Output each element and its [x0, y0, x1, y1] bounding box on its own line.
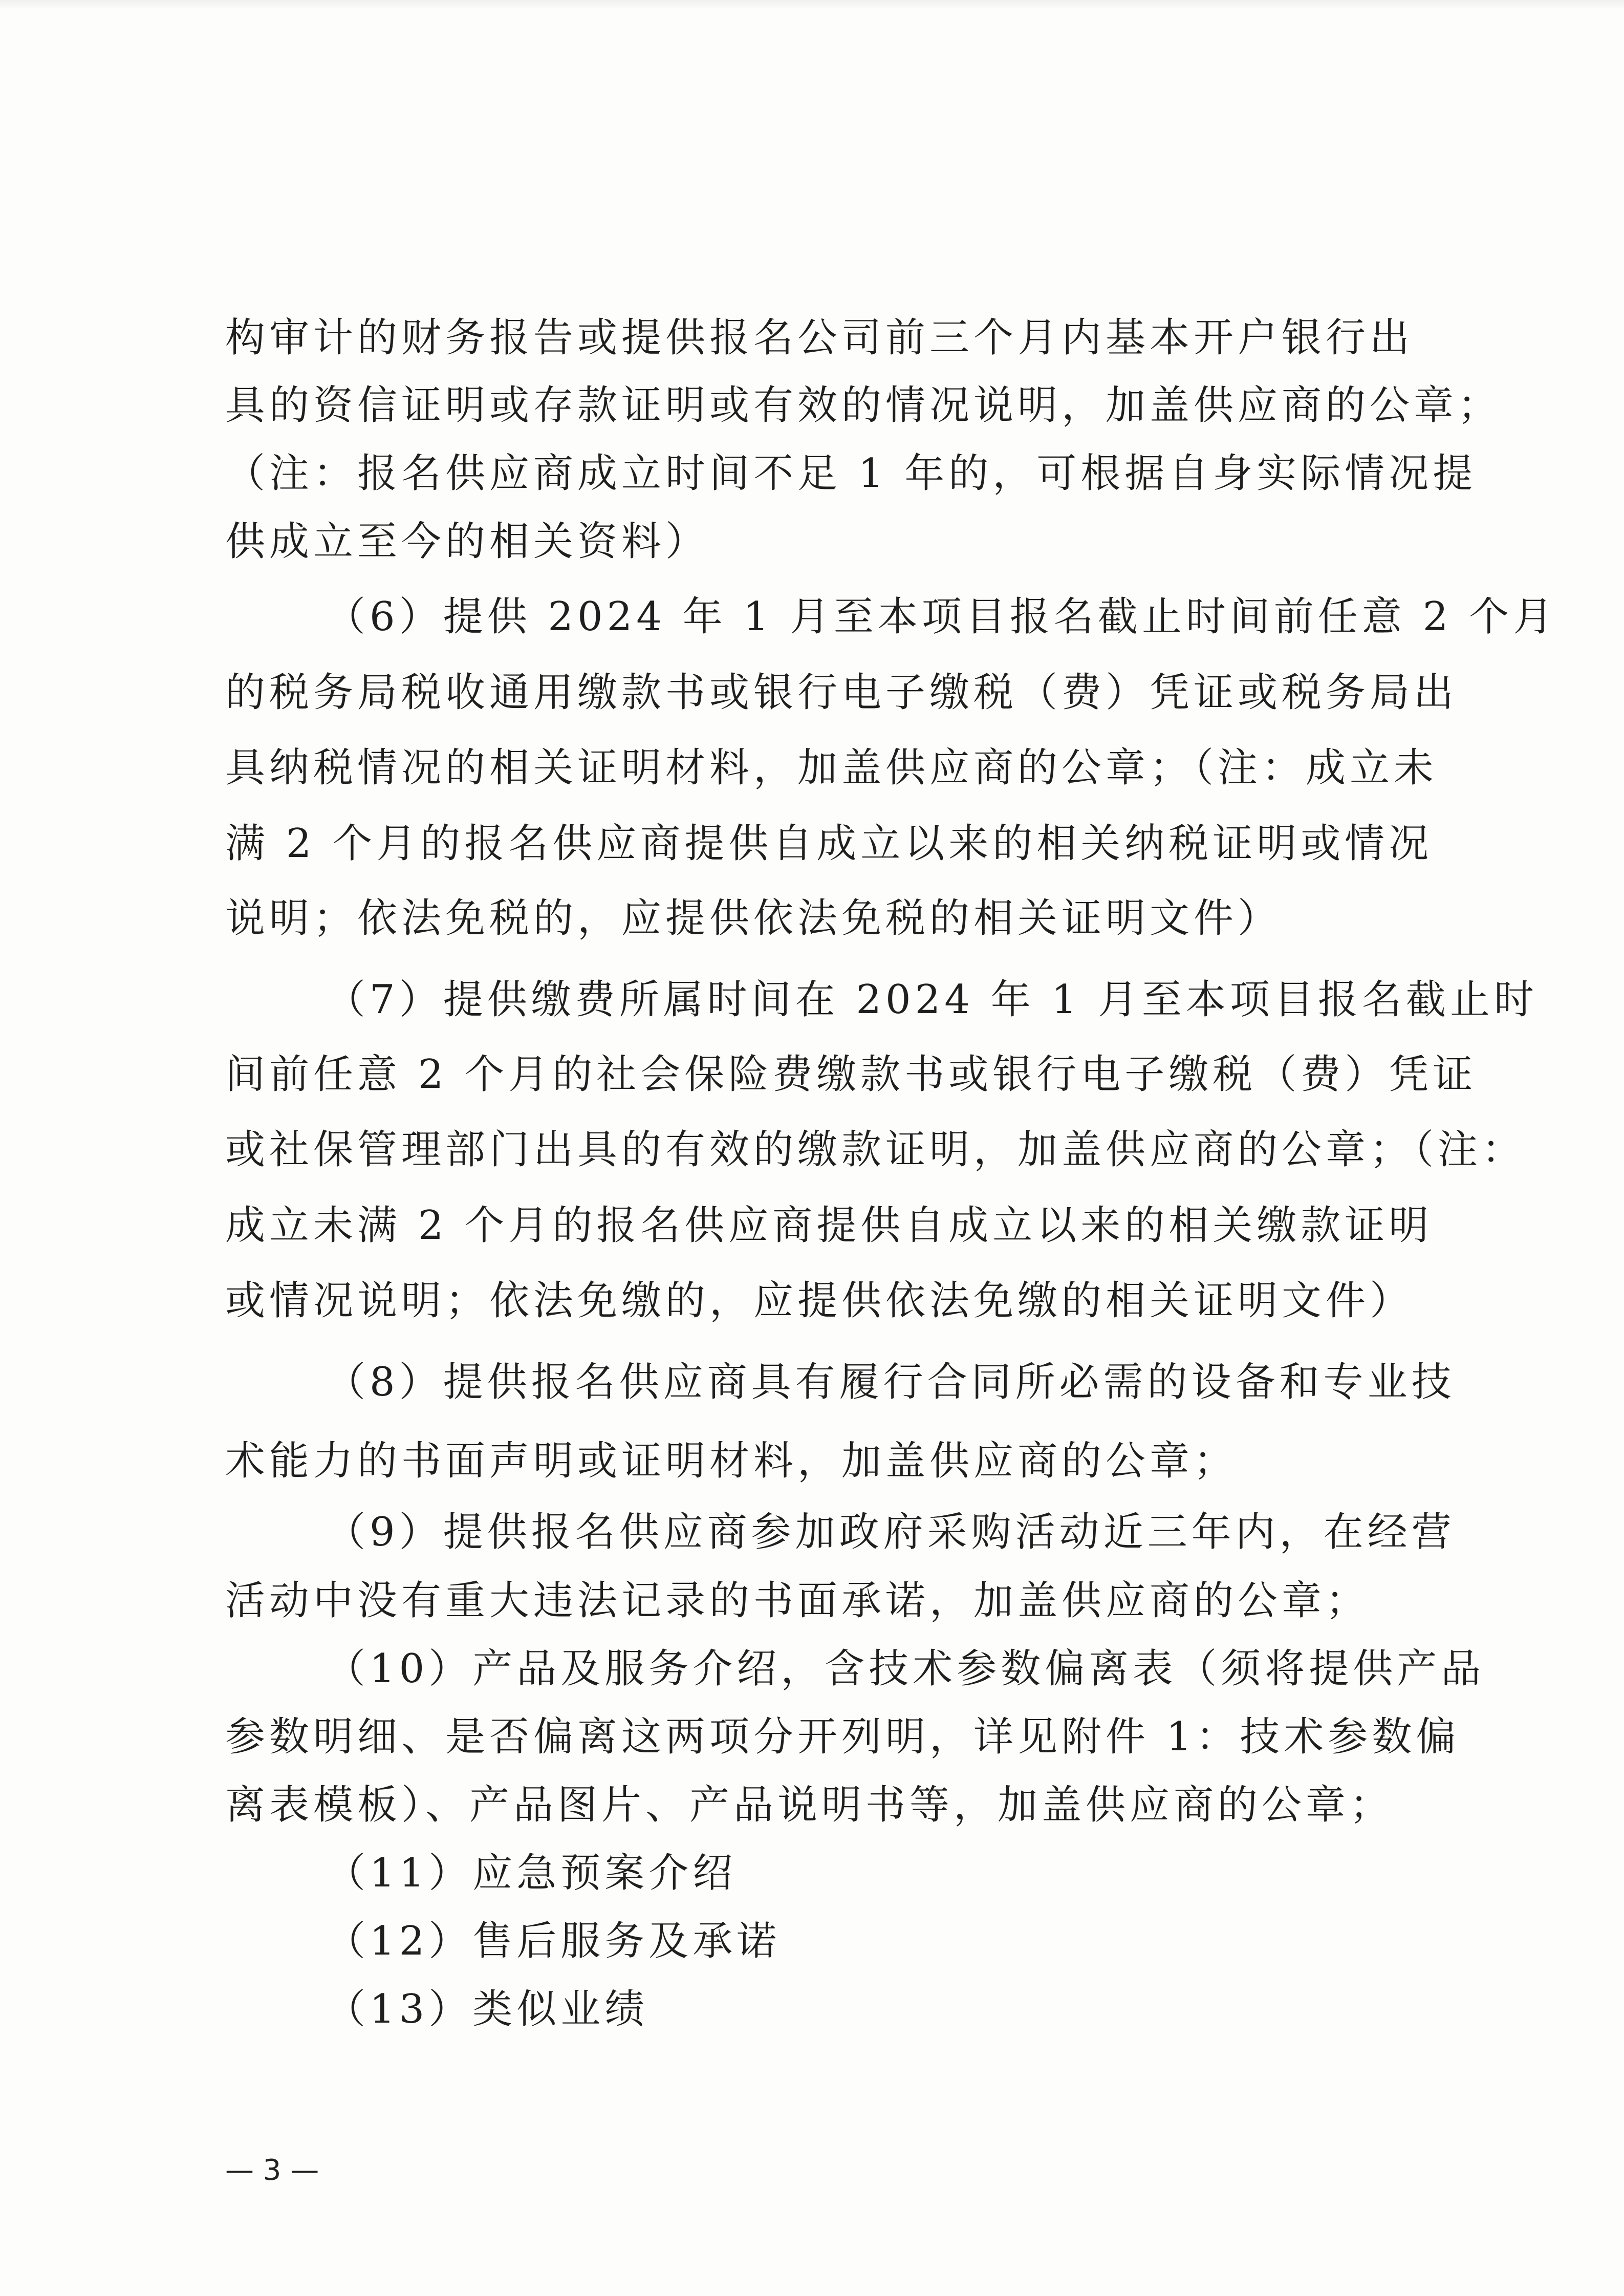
text-line: （注：报名供应商成立时间不足 1 年的，可根据自身实际情况提	[225, 450, 1477, 497]
text-line: 或社保管理部门出具的有效的缴款证明，加盖供应商的公章；（注：	[225, 1127, 1526, 1173]
scan-top-edge	[0, 0, 1624, 9]
paragraph-12-line: （12）售后服务及承诺	[326, 1918, 781, 1964]
text-line: 成立未满 2 个月的报名供应商提供自成立以来的相关缴款证明	[225, 1203, 1433, 1249]
text-line: 说明；依法免税的，应提供依法免税的相关证明文件）	[225, 895, 1282, 941]
paragraph-13-line: （13）类似业绩	[326, 1986, 649, 2032]
text-line: 供成立至今的相关资料）	[225, 519, 710, 565]
text-line: 活动中没有重大违法记录的书面承诺，加盖供应商的公章；	[225, 1578, 1370, 1624]
text-line: 构审计的财务报告或提供报名公司前三个月内基本开户银行出	[225, 315, 1414, 361]
text-line: 参数明细、是否偏离这两项分开列明，详见附件 1：技术参数偏	[225, 1714, 1460, 1760]
page-number: — 3 —	[225, 2154, 319, 2187]
paragraph-11-line: （11）应急预案介绍	[326, 1850, 737, 1896]
text-line: 间前任意 2 个月的社会保险费缴款书或银行电子缴税（费）凭证	[225, 1052, 1477, 1098]
text-line: 满 2 个月的报名供应商提供自成立以来的相关纳税证明或情况	[225, 821, 1433, 867]
paragraph-7-line: （7）提供缴费所属时间在 2024 年 1 月至本项目报名截止时	[326, 977, 1538, 1023]
text-line: 离表模板）、产品图片、产品说明书等，加盖供应商的公章；	[225, 1782, 1394, 1828]
paragraph-8-line: （8）提供报名供应商具有履行合同所必需的设备和专业技	[326, 1359, 1456, 1405]
text-line: 具纳税情况的相关证明材料，加盖供应商的公章；（注：成立未	[225, 745, 1438, 791]
text-line: 的税务局税收通用缴款书或银行电子缴税（费）凭证或税务局出	[225, 670, 1458, 716]
text-line: 具的资信证明或存款证明或有效的情况说明，加盖供应商的公章；	[225, 382, 1502, 428]
text-line: 或情况说明；依法免缴的，应提供依法免缴的相关证明文件）	[225, 1278, 1414, 1324]
paragraph-6-line: （6）提供 2024 年 1 月至本项目报名截止时间前任意 2 个月	[326, 594, 1557, 640]
paragraph-10-line: （10）产品及服务介绍，含技术参数偏离表（须将提供产品	[326, 1646, 1485, 1692]
paragraph-9-line: （9）提供报名供应商参加政府采购活动近三年内，在经营	[326, 1509, 1456, 1555]
text-line: 术能力的书面声明或证明材料，加盖供应商的公章；	[225, 1438, 1238, 1484]
